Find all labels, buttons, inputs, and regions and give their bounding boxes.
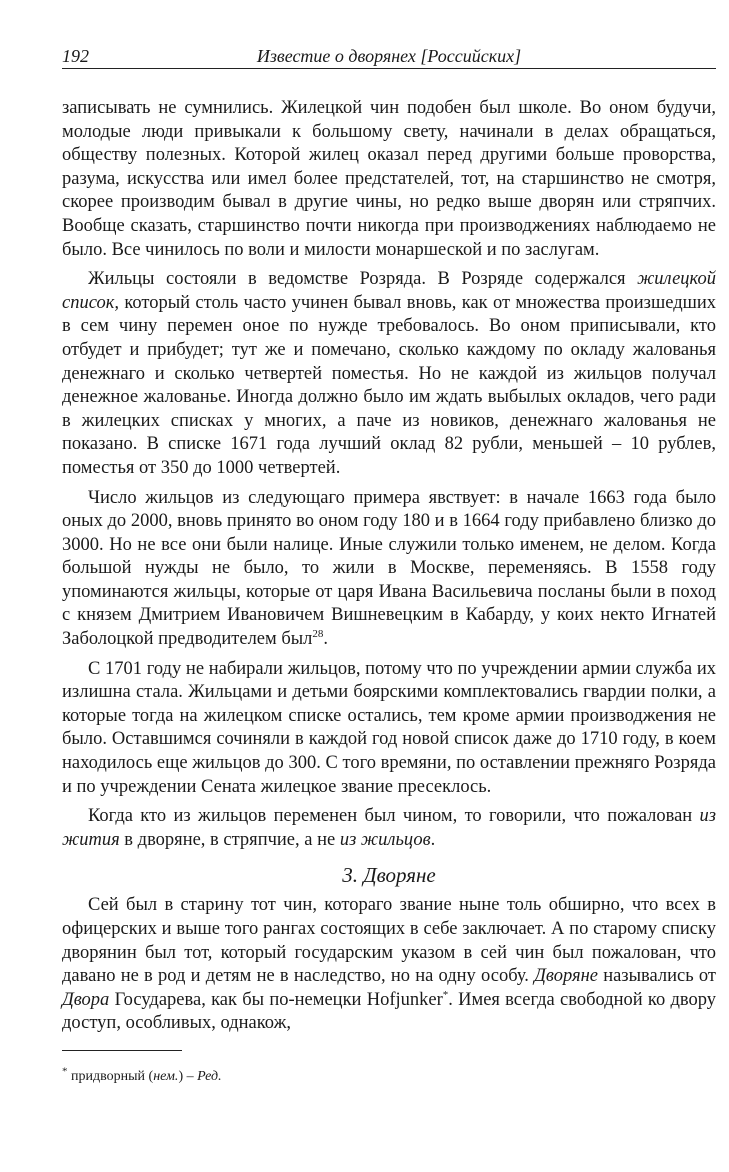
- text-run: Число жильцов из следующаго примера явствует: в начале 1663 года было оных до 2000, вновь принято во оном году 180 и в 1664 году прибавлено близко до 3000. Но не все они были налице. Иные служили только именем, не делом. Когда большой нужды не было, то жили в Москве, переменяясь. В 1558 году упоминаются жильцы, которые от царя Ивана Васильевича посланы были в поход с князем Дмитрием Ивановичем Вишневецким в Кабарду, у коих некто Игнатей Заболоцкой предводителем был: [62, 487, 716, 650]
- paragraph-4: С 1701 году не набирали жильцов, потому что по учреждении армии служба их излишна стала. Жильцами и детьми боярскими комплектовались гвардии полки, а которые тогда на жилецком списке остались, тем кроме армии производжения не было. Оставшимся сочиняли в каждой год новой список даже до 1710 году, в коем находилось еще жильцов до 300. С того времяни, по оставлении прежняго Розряда и по учреждении Сената жилецкое звание пресеклось.: [62, 658, 716, 797]
- footnote-divider: [62, 1050, 182, 1051]
- text-run: Сей был в старину тот чин, котораго звание ныне толь обширно, что всех в офицерских и выше того рангах состоящих в себе заключает. А по старому списку дворянин был тот, который государским указом в сей чин был пожалован, что давано не в род и детям не в наследство, но на одну особу.: [62, 895, 716, 987]
- footnote-marker: *: [62, 1065, 68, 1078]
- section-heading: 3. Дворяне: [342, 863, 436, 888]
- text-run: .: [323, 629, 329, 650]
- paragraph-2: [62, 268, 716, 480]
- text-run: Когда кто из жильцов переменен был чином, то говорили, что пожалован: [88, 806, 700, 827]
- italic-term: из жильцов: [339, 829, 431, 850]
- footnote-marker: *: [442, 988, 449, 1001]
- page-body: [62, 97, 716, 1085]
- text-run: который столь часто учинен бывал вновь, как от множества произшедших в сем чину перемен оное по нужде требовалось. Во оном приписывали, кто отбудет и прибудет; тут же и помечано, сколько каждому по окладу жалованья денежнаго и сколько четвертей поместья. Но не каждой из жильцов получал денежное жалованье. Иногда должно было им ждать выбылых окладов, чего ради в жилецких списках у многих, а паче из новиков, денежнаго жалованья не показано. В списке 1671 года лучший оклад 82 рубли, меньшей – 10 рублев, поместья от 350 до 1000 четвертей.: [62, 292, 716, 478]
- text-run: Государева, как бы по-немецки Hofjunker: [109, 989, 443, 1010]
- paragraph-6: [62, 894, 716, 1036]
- italic-term: Дворяне: [534, 966, 598, 987]
- endnote-reference: 28: [312, 627, 324, 640]
- running-title: Известие о дворянех [Российских]: [256, 46, 522, 66]
- text-run: .: [430, 829, 436, 850]
- italic-term: нем.: [153, 1068, 179, 1084]
- page-header: [62, 42, 716, 69]
- text-run: придворный (: [67, 1068, 154, 1084]
- text-run: Жильцы состояли в ведомстве Розряда. В Розряде содержался: [88, 269, 638, 290]
- italic-term: из жития: [62, 806, 716, 850]
- text-run: ) –: [178, 1068, 198, 1084]
- paragraph-5: [62, 805, 716, 852]
- paragraph-1: записывать не сумнились. Жилецкой чин подобен был школе. Во оном будучи, молодые люди привыкали к большому свету, начинали в делах обращаться, обществу полезных. Которой жилец оказал перед другими больше проворства, разума, искусства или имел более предстателей, тот, на старшинство не смотря, скорее производим бывал в другие чины, но редко выше дворян или стряпчих. Вообще сказать, старшинство почти никогда при производжениях наблюдаемо не было. Все чинилось по воли и милости монаршеской и по заслугам.: [62, 98, 716, 260]
- page-number: 192: [62, 46, 89, 66]
- document-page: [62, 42, 716, 1085]
- text-run: . Имея всегда свободной ко двору доступ, особливых, однакож,: [62, 989, 716, 1034]
- paragraph-3: [62, 487, 716, 652]
- italic-term: жилецкой список,: [62, 269, 716, 313]
- italic-term: Двора: [62, 989, 110, 1010]
- footnote: [62, 1065, 716, 1085]
- text-run: назывались от: [597, 966, 716, 987]
- italic-term: Ред.: [197, 1068, 222, 1084]
- text-run: в дворяне, в стряпчие, а не: [119, 829, 340, 850]
